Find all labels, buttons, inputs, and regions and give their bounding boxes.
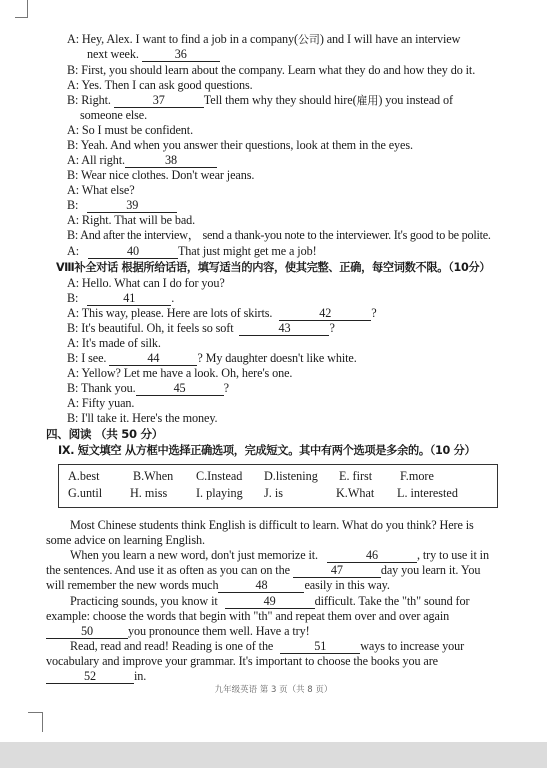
answer-blank[interactable]: 44 [109,352,197,366]
option: I. playing [196,486,243,500]
dialogue-line: A: What else? [67,183,135,197]
dialogue-line: A: Fifty yuan. [67,396,135,410]
answer-blank[interactable]: 48 [218,579,304,593]
passage-line: some advice on learning English. [46,533,205,547]
dialogue-line: B: 41 . [67,291,175,305]
crop-mark [27,0,28,18]
passage-line: Read, read and read! Reading is one of the 51 ways to increase your [70,639,465,653]
option: G.until [68,486,103,500]
option: F.more [400,469,434,483]
section-heading: Ⅷ补全对话 根据所给话语，填写适当的内容，使其完整、正确，每空词数不限。（10分） [56,261,491,274]
passage-line: vocabulary and improve your grammar. It's important to choose the books you are [46,654,438,668]
answer-blank[interactable]: 49 [225,595,315,609]
dialogue-line: A: All right. 38 [67,153,217,168]
dialogue-line: A: It's made of silk. [67,336,161,350]
passage-line: When you learn a new word, don't just memorize it. 46 , try to use it in [70,548,489,562]
answer-blank[interactable]: 46 [327,549,417,563]
option: L. interested [397,486,458,500]
option: B.When [133,469,174,483]
crop-mark [28,712,43,713]
dialogue-line: A: This way, please. Here are lots of skirts. 42 ? [67,306,377,320]
passage-line: Practicing sounds, you know it 49 difficult. Take the "th" sound for [70,594,470,608]
dialogue-line: B: Yeah. And when you answer their questions, look at them in the eyes. [67,138,413,152]
dialogue-line: B: First, you should learn about the company. Learn what they do and how they do it. [67,63,476,77]
option: J. is [264,486,283,500]
page-footer: 九年级英语 第 3 页（共 8 页） [214,685,333,695]
dialogue-line: A: Hey, Alex. I want to find a job in a company(公司) and I will have an interview [67,32,461,46]
answer-blank[interactable]: 40 [88,245,178,259]
answer-blank[interactable]: 41 [87,292,171,306]
viewer-bottom-strip [0,742,547,768]
dialogue-line: B: 39 [67,198,177,213]
answer-blank[interactable]: 45 [136,382,224,396]
passage-line: the sentences. And use it as often as you can on the 47 day you learn it. You [46,563,481,577]
options-box [58,464,498,508]
answer-blank[interactable]: 39 [87,199,177,213]
dialogue-line: next week. 36 [87,47,220,62]
answer-blank[interactable]: 50 [46,625,128,639]
answer-blank[interactable]: 52 [46,670,134,684]
dialogue-line: A: Yes. Then I can ask good questions. [67,78,253,92]
dialogue-line: B: And after the interview， send a thank-you note to the interviewer. It's good to be polite. [67,228,491,242]
dialogue-line: B: I see. 44 ? My daughter doesn't like white. [67,351,357,365]
passage-line: will remember the new words much 48 easily in this way. [46,578,390,592]
answer-blank[interactable]: 36 [142,48,220,62]
option: H. miss [130,486,168,500]
answer-blank[interactable]: 38 [125,154,217,168]
option: K.What [336,486,375,500]
dialogue-line: someone else. [80,108,148,122]
dialogue-line: A: Hello. What can I do for you? [67,276,225,290]
dialogue-line: B: Wear nice clothes. Don't wear jeans. [67,168,255,182]
dialogue-line: B: I'll take it. Here's the money. [67,411,218,425]
option: A.best [68,469,100,483]
section-heading: IX. 短文填空 从方框中选择正确选项，完成短文。其中有两个选项是多余的。（10 分） [58,444,476,457]
option: C.Instead [196,469,243,483]
part-heading: 四、阅读 （共 50 分） [46,427,164,441]
passage-line: 50 you pronounce them well. Have a try! [46,624,310,639]
dialogue-line: A: 40 That just might get me a job! [67,244,317,258]
dialogue-line: A: Right. That will be bad. [67,213,196,227]
dialogue-line: B: Thank you. 45 ? [67,381,229,395]
answer-blank[interactable]: 37 [114,94,204,108]
answer-blank[interactable]: 51 [280,640,360,654]
passage-line: Most Chinese students think English is difficult to learn. What do you think? Here is [70,518,474,532]
answer-blank[interactable]: 42 [279,307,371,321]
dialogue-line: A: Yellow? Let me have a look. Oh, here's one. [67,366,293,380]
dialogue-line: B: It's beautiful. Oh, it feels so soft 43 ? [67,321,335,335]
crop-mark [15,17,28,18]
option: E. first [339,469,373,483]
dialogue-line: B: Right. 37 Tell them why they should hire(雇用) you instead of [67,93,453,107]
passage-line: example: choose the words that begin with "th" and repeat them over and over again [46,609,450,623]
dialogue-line: A: So I must be confident. [67,123,194,137]
answer-blank[interactable]: 47 [293,564,381,578]
option: D.listening [264,469,318,483]
crop-mark [42,712,43,732]
answer-blank[interactable]: 43 [239,322,329,336]
passage-line: 52 in. [46,669,146,684]
